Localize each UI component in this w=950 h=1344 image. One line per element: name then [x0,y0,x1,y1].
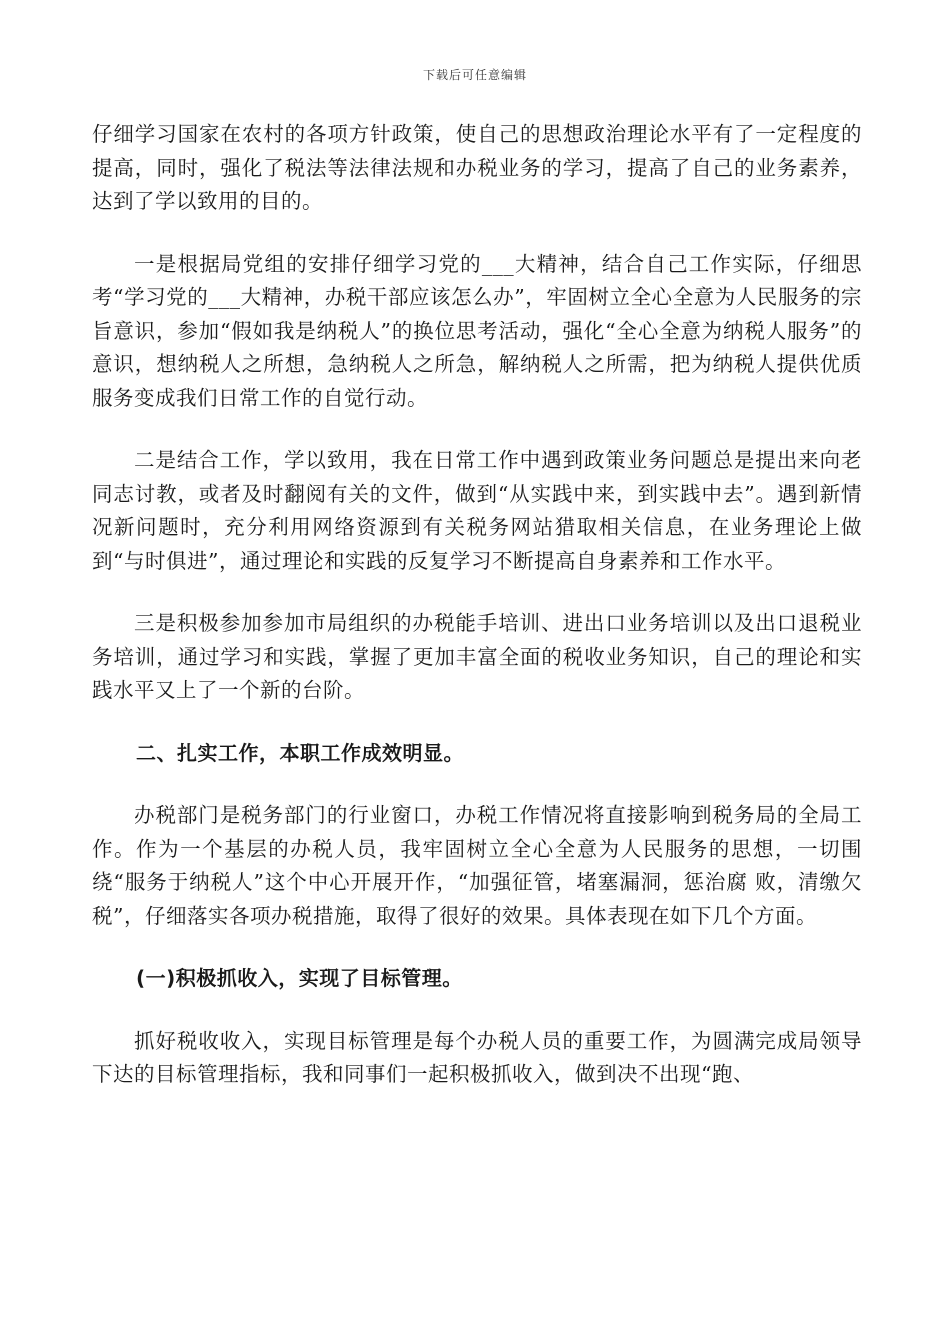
page-header: 下载后可任意编辑 [422,68,527,82]
section-heading-two: 二、扎实工作，本职工作成效明显。 [136,740,464,765]
paragraph-point-one: 一是根据局党组的安排仔细学习党的___大精神，结合自己工作实际，仔细思考“学习党的___大精神，办税干部应该怎么办”，牢固树立全心全意为人民服务的宗旨意识，参加“假如我是纳税人”的换位思考活动，强化“全心全意为纳税人服务”的意识，想纳税人之所想，急纳税人之所急，解纳税人之所需，把为纳税人提供优质服务变成我们日常工作的自觉行动。 [92,251,862,410]
paragraph-point-two: 二是结合工作，学以致用，我在日常工作中遇到政策业务问题总是提出来向老同志讨教，或者及时翻阅有关的文件，做到“从实践中来，到实践中去”。遇到新情况新问题时，充分利用网络资源到有关税务网站猎取相关信息，在业务理论上做到“与时俱进”，通过理论和实践的反复学习不断提高自身素养和工作水平。 [92,448,862,573]
paragraph-point-three: 三是积极参加参加市局组织的办税能手培训、进出口业务培训以及出口退税业务培训，通过学习和实践，掌握了更加丰富全面的税收业务知识，自己的理论和实践水平又上了一个新的台阶。 [92,611,862,702]
paragraph-continued: 仔细学习国家在农村的各项方针政策，使自己的思想政治理论水平有了一定程度的提高，同时，强化了税法等法律法规和办税业务的学习，提高了自己的业务素养，达到了学以致用的目的。 [92,122,862,213]
document-body [92,118,862,1121]
paragraph-revenue: 抓好税收收入，实现目标管理是每个办税人员的重要工作，为圆满完成局领导下达的目标管理指标，我和同事们一起积极抓收入，做到决不出现“跑、 [92,1028,862,1086]
subsection-heading-one: (一)积极抓收入，实现了目标管理。 [136,966,463,990]
paragraph-section-intro: 办税部门是税务部门的行业窗口，办税工作情况将直接影响到税务局的全局工作。作为一个基层的办税人员，我牢固树立全心全意为人民服务的思想，一切围绕“服务于纳税人”这个中心开展开作，“加强征管，堵塞漏洞，惩治腐 败，清缴欠税”，仔细落实各项办税措施，取得了很好的效果。具体表现在如下几个方面。 [92,803,862,928]
